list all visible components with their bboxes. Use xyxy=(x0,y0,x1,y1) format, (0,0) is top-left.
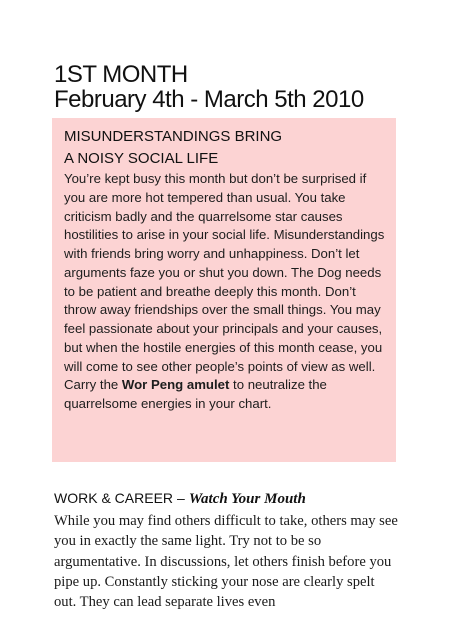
month-heading xyxy=(54,63,434,113)
section-title: WORK & CAREER xyxy=(54,490,174,506)
forecast-body xyxy=(64,170,386,414)
amulet-name: Wor Peng amulet xyxy=(121,377,230,393)
work-career-body: While you may find others difficult to take, others may see you in exactly the same light. Try not to be so argumentative. In discussions, let others finish before you pipe up. Constantly sticking your nose are clearly spelt out. They can lead separate lives even xyxy=(54,513,398,611)
forecast-body-end: to neutralize the quarrelsome energies in your chart. xyxy=(64,377,327,411)
month-dates: February 4th - March 5th 2010 xyxy=(54,86,364,113)
forecast-body-text: You’re kept busy this month but don’t be surprised if you are more hot tempered than usual. You take criticism badly and the quarrelsome star causes hostilities to arise in your social life. Misunderstandings with friends bring worry and unhappiness. Don’t let arguments faze you or shut you down. The Dog needs to be patient and breathe deeply this month. Don’t throw away friendships over the small things. You may feel passionate about your principals and your causes, but when the hostile energies of this month cease, you will come to see other people’s points of view as well. Carry the xyxy=(64,171,385,393)
section-subtitle: Watch Your Mouth xyxy=(188,491,306,507)
forecast-heading-line-1: MISUNDERSTANDINGS BRING xyxy=(64,128,283,145)
forecast-box xyxy=(52,118,396,462)
work-career-heading xyxy=(54,489,434,508)
heading-separator: – xyxy=(177,490,185,506)
month-title: 1ST MONTH xyxy=(54,61,188,88)
forecast-heading-line-2: A NOISY SOCIAL LIFE xyxy=(64,150,219,167)
